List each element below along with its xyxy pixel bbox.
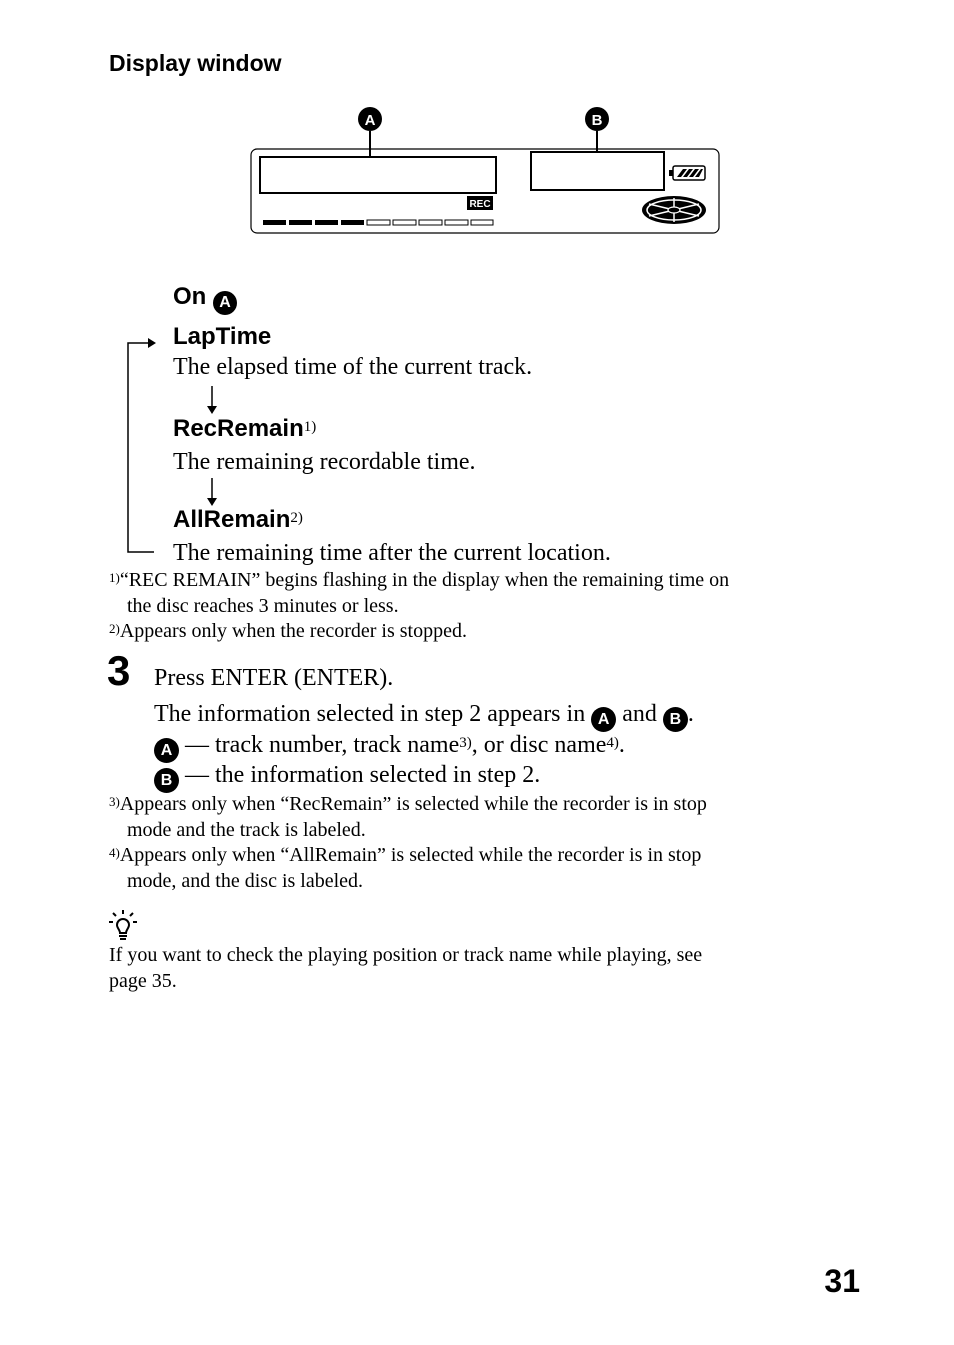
footnote-1: [109, 567, 869, 619]
on-a-heading: [173, 283, 237, 315]
footnote-mark: 2): [109, 621, 120, 636]
step-line-2: [154, 698, 694, 732]
item-desc: The elapsed time of the current track.: [173, 354, 533, 380]
footnote-4: [109, 842, 869, 894]
step-line-3: [154, 729, 625, 763]
badge-a: A: [591, 707, 616, 732]
footnote-text: Appears only when the recorder is stopped.: [119, 620, 467, 642]
step-title: Press ENTER (ENTER).: [154, 665, 394, 691]
step-text: and: [622, 701, 657, 727]
footnote-2: [109, 618, 869, 644]
footnote-text: Appears only when “RecRemain” is selected while the recorder is in stop: [119, 793, 707, 815]
badge-b: B: [663, 707, 688, 732]
badge-a: A: [154, 738, 179, 763]
section-heading: Display window: [109, 50, 282, 76]
step-text: — track number, track name: [185, 732, 460, 758]
step-text: .: [618, 732, 625, 758]
item-name: RecRemain: [173, 415, 304, 442]
callout-b: [585, 107, 609, 152]
footnote-mark: 1): [109, 570, 120, 585]
item-name: AllRemain: [173, 506, 291, 533]
tip-text: [109, 942, 869, 994]
footnote-text: Appears only when “AllRemain” is selected while the recorder is in stop: [119, 844, 702, 866]
item-desc: The remaining time after the current location.: [173, 540, 611, 566]
step-line-4: [154, 759, 540, 793]
step-number: 3: [107, 647, 131, 694]
callout-b-label: B: [591, 112, 603, 129]
footnote-text: “REC REMAIN” begins flashing in the display when the remaining time on: [119, 569, 730, 591]
svg-text:REC: REC: [469, 199, 491, 210]
footnote-mark: 2): [290, 510, 303, 526]
footnote-text: the disc reaches 3 minutes or less.: [127, 595, 399, 617]
step-text: The information selected in step 2 appears in: [154, 701, 586, 727]
footnote-mark: 3): [459, 735, 472, 751]
footnote-text: mode and the track is labeled.: [127, 819, 366, 841]
lightbulb-icon: [108, 908, 138, 942]
tip-line: page 35.: [109, 970, 177, 992]
level-meter: [263, 220, 493, 225]
item-recremain: [173, 414, 476, 477]
display-area-b: [531, 152, 664, 190]
display-window-diagram: [240, 100, 730, 240]
badge-b: B: [154, 768, 179, 793]
step-text: — the information selected in step 2.: [185, 762, 541, 788]
footnote-text: mode, and the disc is labeled.: [127, 870, 364, 892]
battery-icon: [669, 166, 705, 180]
footnote-mark: 4): [606, 735, 619, 751]
item-laptime: [173, 322, 532, 382]
rec-indicator: [467, 196, 493, 210]
footnote-mark: 1): [303, 419, 317, 435]
footnote-mark: 4): [109, 845, 120, 860]
display-area-a: [260, 157, 496, 193]
footnote-3: [109, 791, 869, 843]
step-text: .: [687, 701, 694, 727]
item-allremain: [173, 505, 611, 568]
arrow-right-icon: [148, 338, 156, 348]
footnote-mark: 3): [109, 794, 120, 809]
callout-a-label: A: [364, 112, 376, 129]
badge-a: A: [213, 291, 237, 315]
arrow-down-icon: [207, 406, 217, 414]
tip-line: If you want to check the playing position or track name while playing, see: [109, 944, 703, 966]
item-name: LapTime: [173, 323, 272, 350]
item-desc: The remaining recordable time.: [173, 449, 476, 475]
disc-icon: [642, 196, 706, 224]
on-a-text: On: [173, 283, 207, 310]
page-number: 31: [824, 1263, 860, 1299]
step-text: , or disc name: [471, 732, 607, 758]
